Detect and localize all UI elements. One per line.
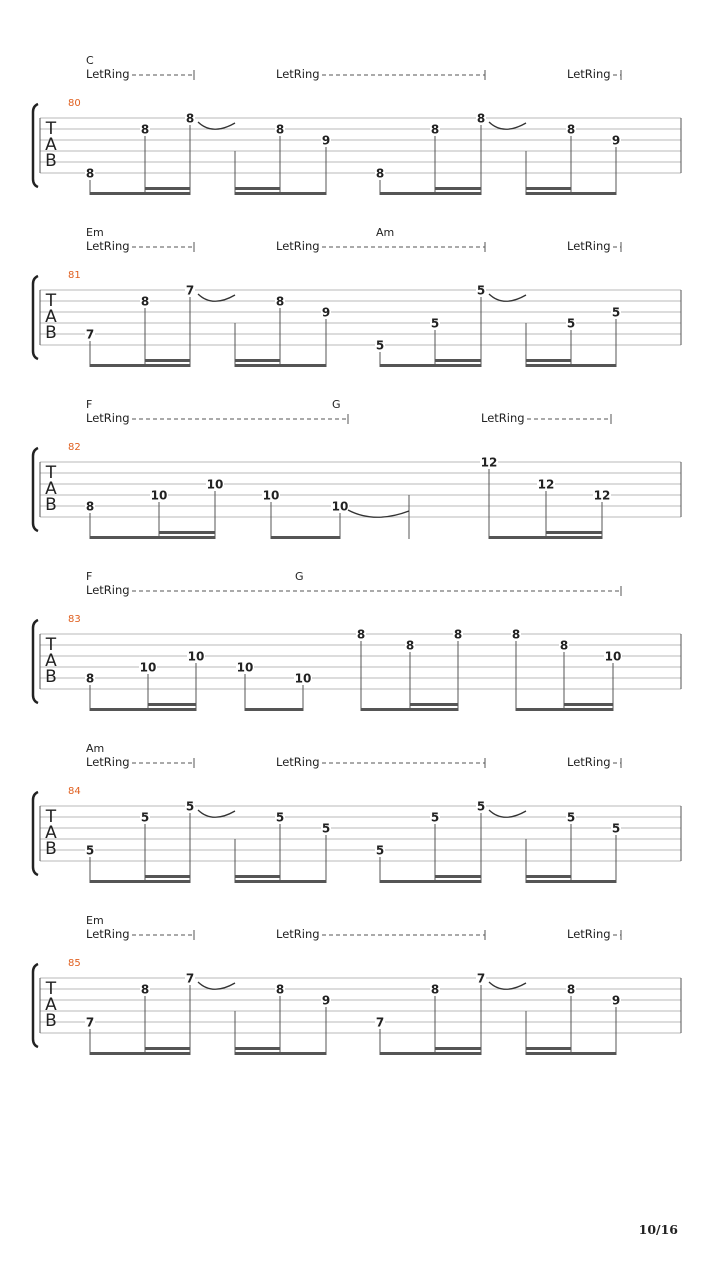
beam-secondary xyxy=(235,187,280,190)
tab-clef-letter: T xyxy=(45,635,57,655)
fret-number: 7 xyxy=(185,283,195,298)
tab-system xyxy=(33,226,681,367)
system-bracket xyxy=(33,276,38,359)
tab-clef-letter: B xyxy=(45,151,57,171)
tab-clef-letter: T xyxy=(45,979,57,999)
tab-system xyxy=(33,914,681,1055)
tie-arc xyxy=(198,122,235,129)
fret-number: 8 xyxy=(430,122,440,137)
tab-clef-letter: B xyxy=(45,323,57,343)
fret-number: 5 xyxy=(566,810,576,825)
fret-number: 12 xyxy=(537,477,555,492)
fret-number: 5 xyxy=(140,810,150,825)
fret-number: 5 xyxy=(275,810,285,825)
fret-number: 10 xyxy=(294,671,312,686)
beam-secondary xyxy=(435,187,481,190)
fret-number: 9 xyxy=(611,993,621,1008)
fret-number: 5 xyxy=(476,283,486,298)
system-bracket xyxy=(33,620,38,703)
fret-number: 10 xyxy=(604,649,622,664)
tab-clef-letter: T xyxy=(45,119,57,139)
fret-number: 9 xyxy=(321,133,331,148)
letring-label: LetRing xyxy=(86,67,130,81)
beam-secondary xyxy=(546,531,602,534)
fret-number: 12 xyxy=(593,488,611,503)
fret-number: 5 xyxy=(611,821,621,836)
fret-number: 8 xyxy=(140,982,150,997)
chord-name: Em xyxy=(86,914,104,927)
chord-name: F xyxy=(86,398,93,411)
beam xyxy=(90,192,190,195)
tab-clef-letter: A xyxy=(45,651,57,671)
fret-number: 8 xyxy=(511,627,521,642)
system-bracket xyxy=(33,964,38,1047)
fret-number: 5 xyxy=(476,799,486,814)
beam-secondary xyxy=(410,703,458,706)
fret-number: 5 xyxy=(185,799,195,814)
beam-secondary xyxy=(235,1047,280,1050)
beam-secondary xyxy=(526,187,571,190)
system-bracket xyxy=(33,104,38,187)
fret-number: 8 xyxy=(275,122,285,137)
beam-secondary xyxy=(235,359,280,362)
tie-arc xyxy=(489,982,526,989)
letring-label: LetRing xyxy=(86,583,130,597)
beam xyxy=(526,364,616,367)
fret-number: 10 xyxy=(187,649,205,664)
beam xyxy=(526,1052,616,1055)
bar-number: 80 xyxy=(68,98,81,109)
tab-clef-letter: B xyxy=(45,667,57,687)
fret-number: 8 xyxy=(430,982,440,997)
beam xyxy=(90,364,190,367)
beam xyxy=(526,192,616,195)
chord-name: G xyxy=(332,398,341,411)
bar-number: 85 xyxy=(68,958,81,969)
bar-number: 83 xyxy=(68,614,81,625)
fret-number: 10 xyxy=(331,499,349,514)
beam xyxy=(235,192,326,195)
beam-secondary xyxy=(145,187,190,190)
beam-secondary xyxy=(235,875,280,878)
beam xyxy=(380,880,481,883)
letring-label: LetRing xyxy=(567,755,611,769)
fret-number: 5 xyxy=(321,821,331,836)
fret-number: 7 xyxy=(85,1015,95,1030)
letring-label: LetRing xyxy=(567,927,611,941)
beam xyxy=(271,536,340,539)
beam-secondary xyxy=(159,531,215,534)
letring-label: LetRing xyxy=(276,67,320,81)
page-number: 10/16 xyxy=(638,1222,678,1237)
fret-number: 10 xyxy=(262,488,280,503)
fret-number: 8 xyxy=(453,627,463,642)
tab-clef-letter: A xyxy=(45,135,57,155)
fret-number: 10 xyxy=(150,488,168,503)
fret-number: 7 xyxy=(375,1015,385,1030)
fret-number: 9 xyxy=(321,993,331,1008)
letring-label: LetRing xyxy=(86,411,130,425)
fret-number: 8 xyxy=(85,166,95,181)
letring-label: LetRing xyxy=(567,239,611,253)
fret-number: 10 xyxy=(236,660,254,675)
beam xyxy=(361,708,458,711)
chord-name: Em xyxy=(86,226,104,239)
fret-number: 12 xyxy=(480,455,498,470)
beam xyxy=(526,880,616,883)
beam-secondary xyxy=(564,703,613,706)
fret-number: 5 xyxy=(430,810,440,825)
bar-number: 84 xyxy=(68,786,81,797)
beam xyxy=(235,364,326,367)
fret-number: 10 xyxy=(139,660,157,675)
fret-number: 8 xyxy=(85,671,95,686)
fret-number: 8 xyxy=(275,294,285,309)
beam xyxy=(380,1052,481,1055)
tab-system xyxy=(33,742,681,883)
bar-number: 81 xyxy=(68,270,81,281)
beam xyxy=(235,1052,326,1055)
fret-number: 5 xyxy=(375,843,385,858)
beam xyxy=(380,192,481,195)
fret-number: 8 xyxy=(140,122,150,137)
beam xyxy=(235,880,326,883)
fret-number: 8 xyxy=(566,982,576,997)
letring-label: LetRing xyxy=(276,755,320,769)
bar-number: 82 xyxy=(68,442,81,453)
fret-number: 5 xyxy=(85,843,95,858)
fret-number: 9 xyxy=(321,305,331,320)
chord-name: Am xyxy=(86,742,105,755)
chord-name: Am xyxy=(376,226,395,239)
letring-label: LetRing xyxy=(276,927,320,941)
letring-label: LetRing xyxy=(86,239,130,253)
tab-clef-letter: T xyxy=(45,463,57,483)
tie-arc xyxy=(198,982,235,989)
fret-number: 9 xyxy=(611,133,621,148)
tab-clef-letter: A xyxy=(45,823,57,843)
chord-name: C xyxy=(86,54,94,67)
tab-system xyxy=(33,398,681,539)
tab-system xyxy=(33,570,681,711)
tab-clef-letter: A xyxy=(45,995,57,1015)
letring-label: LetRing xyxy=(481,411,525,425)
beam-secondary xyxy=(435,359,481,362)
beam-secondary xyxy=(435,1047,481,1050)
fret-number: 8 xyxy=(566,122,576,137)
beam xyxy=(516,708,613,711)
beam xyxy=(245,708,303,711)
beam xyxy=(90,536,215,539)
tie-arc xyxy=(198,294,235,301)
fret-number: 5 xyxy=(566,316,576,331)
fret-number: 5 xyxy=(430,316,440,331)
letring-label: LetRing xyxy=(276,239,320,253)
fret-number: 7 xyxy=(476,971,486,986)
letring-label: LetRing xyxy=(86,927,130,941)
fret-number: 8 xyxy=(476,111,486,126)
fret-number: 5 xyxy=(375,338,385,353)
beam-secondary xyxy=(526,1047,571,1050)
beam xyxy=(380,364,481,367)
system-bracket xyxy=(33,448,38,531)
fret-number: 5 xyxy=(611,305,621,320)
beam xyxy=(90,1052,190,1055)
tie-arc xyxy=(489,810,526,817)
tab-clef-letter: T xyxy=(45,807,57,827)
beam-secondary xyxy=(526,359,571,362)
beam-secondary xyxy=(435,875,481,878)
tab-clef-letter: B xyxy=(45,839,57,859)
fret-number: 8 xyxy=(405,638,415,653)
tab-clef-letter: A xyxy=(45,307,57,327)
beam xyxy=(489,536,602,539)
tie-arc xyxy=(489,294,526,301)
fret-number: 8 xyxy=(375,166,385,181)
fret-number: 7 xyxy=(185,971,195,986)
beam-secondary xyxy=(145,1047,190,1050)
tab-clef-letter: B xyxy=(45,495,57,515)
beam-secondary xyxy=(526,875,571,878)
fret-number: 8 xyxy=(140,294,150,309)
fret-number: 8 xyxy=(356,627,366,642)
beam-secondary xyxy=(145,875,190,878)
tab-clef-letter: A xyxy=(45,479,57,499)
fret-number: 8 xyxy=(85,499,95,514)
tab-clef-letter: B xyxy=(45,1011,57,1031)
tab-system xyxy=(33,54,681,195)
fret-number: 8 xyxy=(185,111,195,126)
tie-arc xyxy=(489,122,526,129)
system-bracket xyxy=(33,792,38,875)
beam-secondary xyxy=(145,359,190,362)
tab-clef-letter: T xyxy=(45,291,57,311)
fret-number: 7 xyxy=(85,327,95,342)
chord-name: F xyxy=(86,570,93,583)
fret-number: 8 xyxy=(559,638,569,653)
beam xyxy=(90,880,190,883)
letring-label: LetRing xyxy=(567,67,611,81)
beam-secondary xyxy=(148,703,196,706)
chord-name: G xyxy=(295,570,304,583)
tie-arc xyxy=(198,810,235,817)
letring-label: LetRing xyxy=(86,755,130,769)
fret-number: 8 xyxy=(275,982,285,997)
tie-arc xyxy=(348,510,409,517)
fret-number: 10 xyxy=(206,477,224,492)
beam xyxy=(90,708,196,711)
